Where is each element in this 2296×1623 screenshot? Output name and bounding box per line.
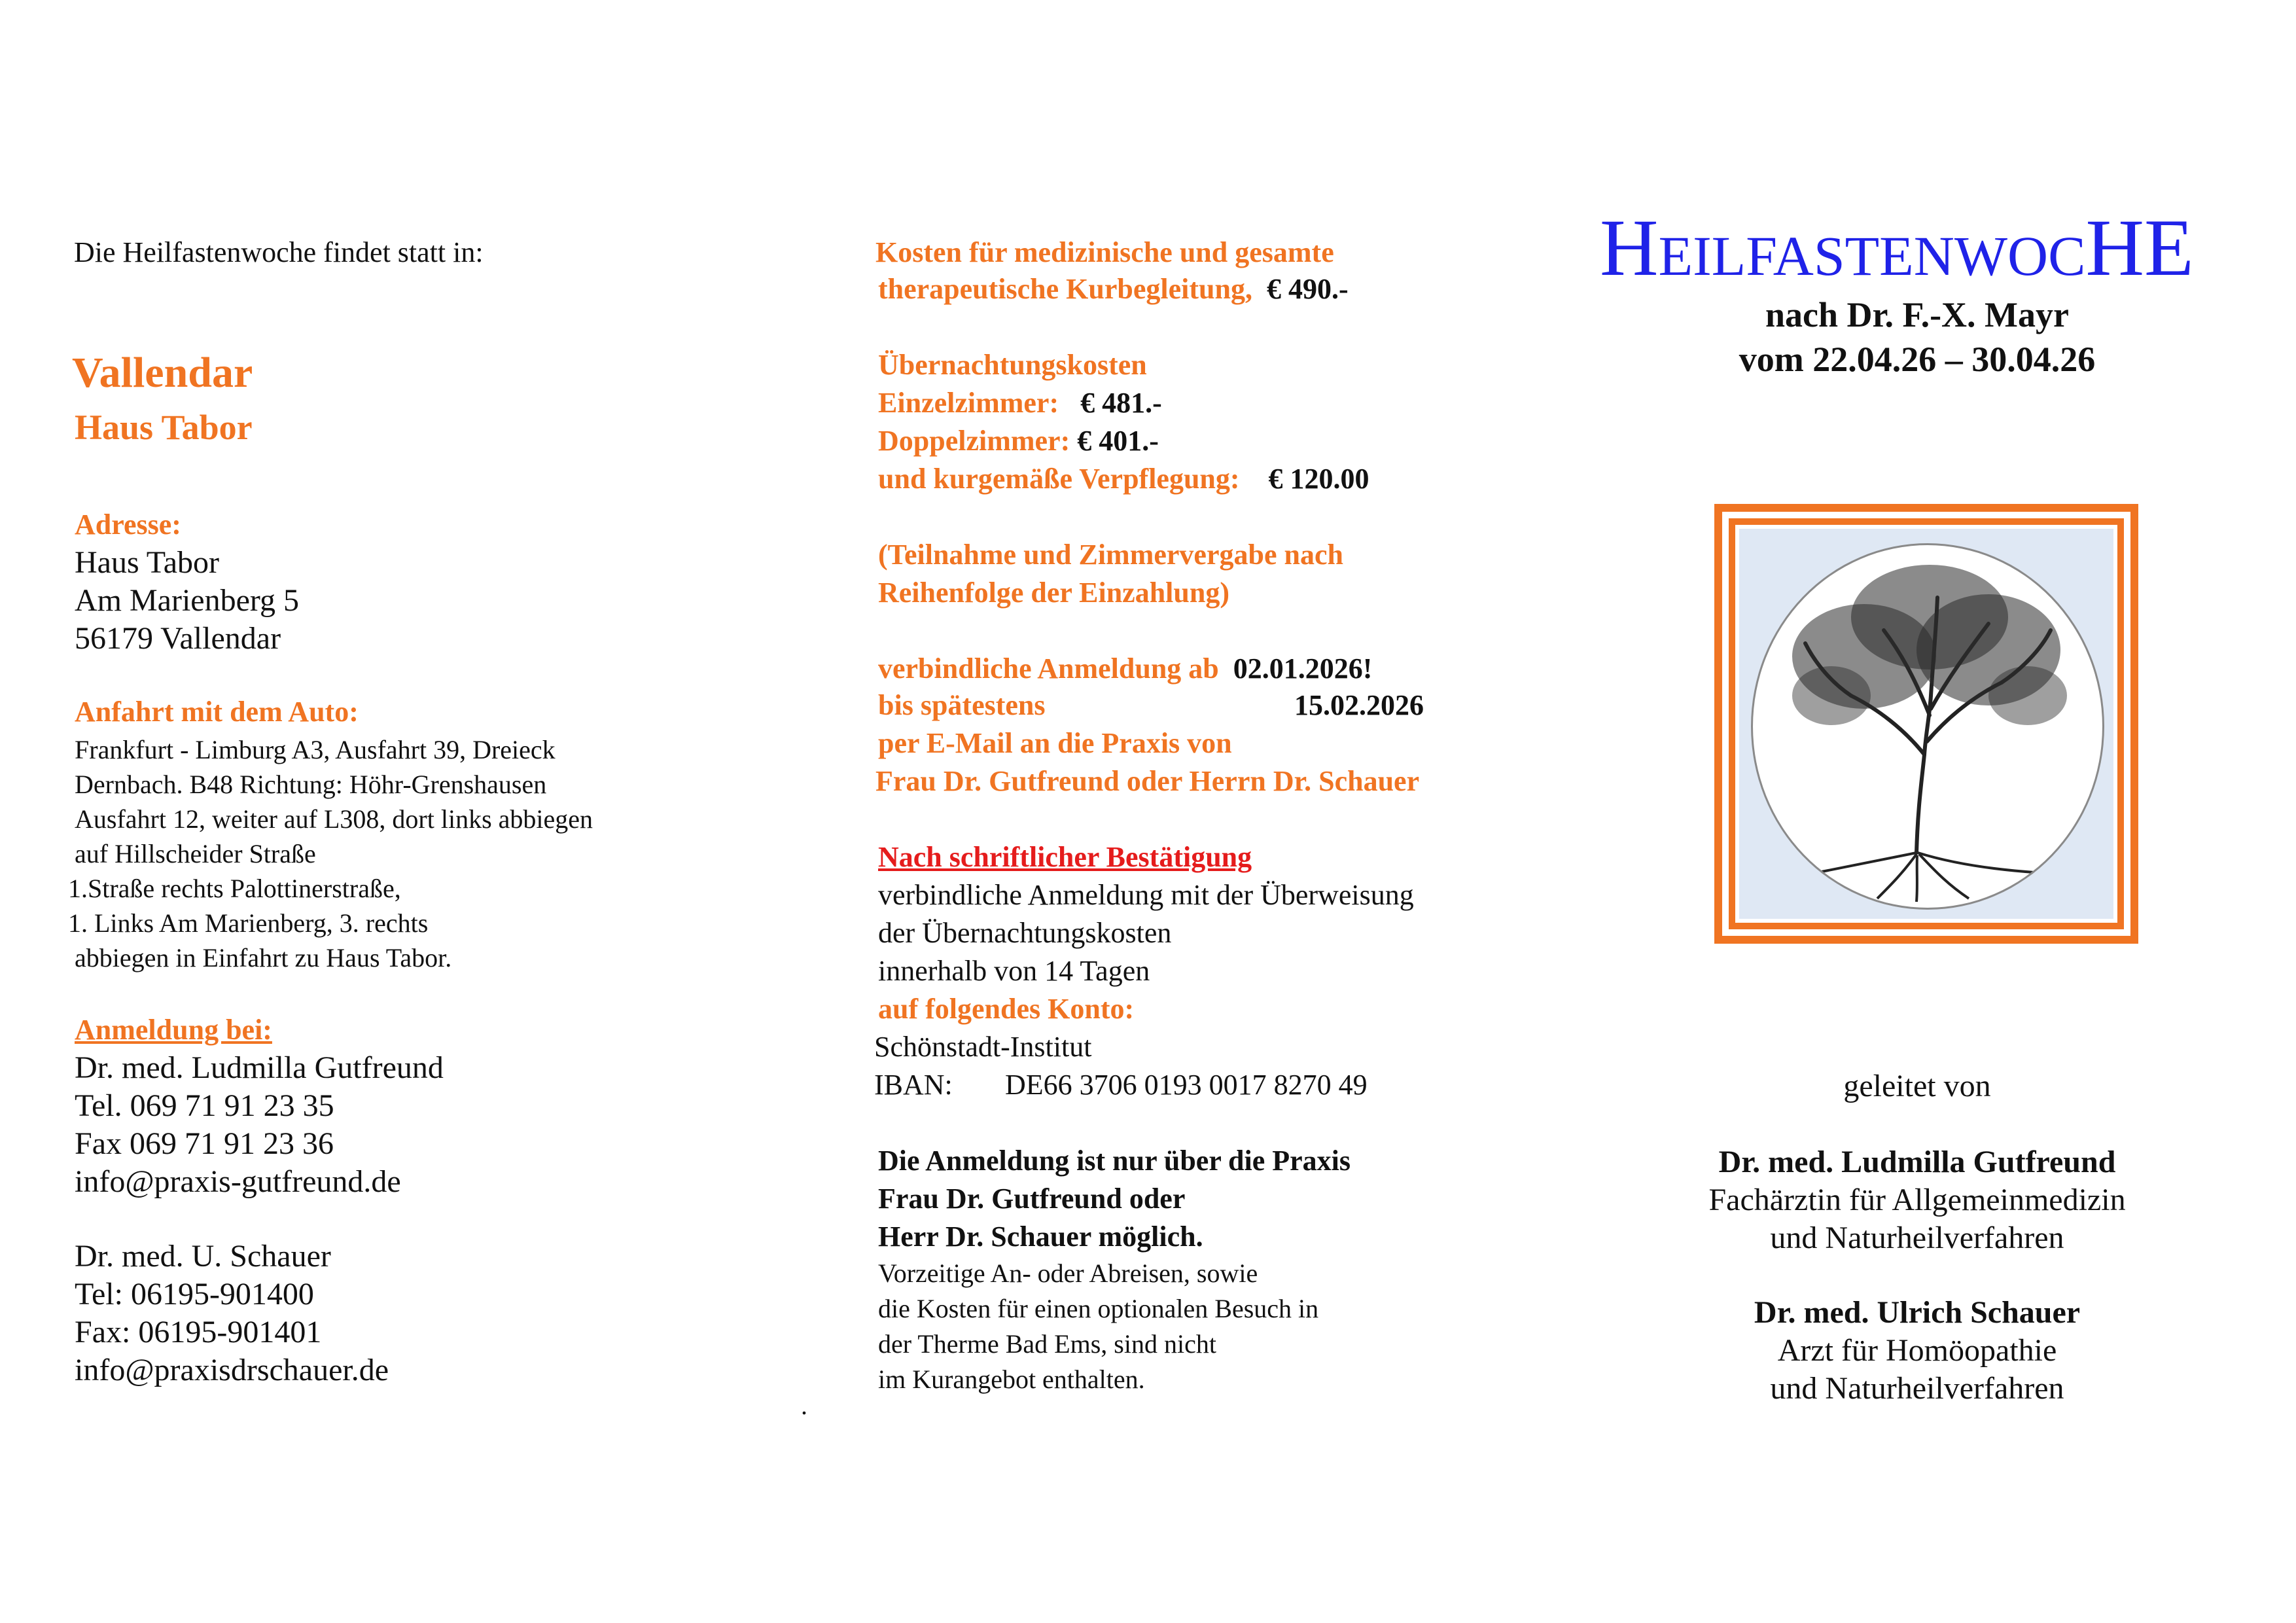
meals-label: und kurgemäße Verpflegung: bbox=[878, 463, 1240, 495]
title-letter: H bbox=[1600, 203, 1659, 293]
only-via-practice-line: Frau Dr. Gutfreund oder bbox=[878, 1183, 1186, 1215]
contact-phone: Tel. 069 71 91 23 35 bbox=[75, 1088, 334, 1123]
meals-price: € 120.00 bbox=[1268, 463, 1369, 495]
reg-from-row bbox=[878, 652, 1372, 685]
led-by-label: geleitet von bbox=[1843, 1069, 1991, 1103]
double-room-price: € 401.- bbox=[1077, 425, 1159, 457]
contact-fax: Fax: 06195-901401 bbox=[75, 1315, 322, 1349]
cost-label: therapeutische Kurbegleitung, bbox=[878, 273, 1252, 305]
doctor-specialty: Fachärztin für Allgemeinmedizin bbox=[1708, 1183, 2126, 1217]
directions-line: auf Hillscheider Straße bbox=[75, 839, 316, 868]
doctor-specialty: und Naturheilverfahren bbox=[1770, 1221, 2064, 1255]
email-line: per E-Mail an die Praxis von bbox=[878, 727, 1232, 759]
subtitle-dates: vom 22.04.26 – 30.04.26 bbox=[1739, 340, 2096, 379]
cost-price: € 490.- bbox=[1266, 273, 1349, 305]
iban-label: IBAN: bbox=[874, 1069, 953, 1101]
title-part: EIL bbox=[1658, 224, 1746, 287]
tree-icon bbox=[1753, 545, 2102, 908]
doctor-name: Dr. med. Ludmilla Gutfreund bbox=[1718, 1145, 2116, 1179]
doctor-specialty: und Naturheilverfahren bbox=[1770, 1371, 2064, 1406]
account-name: Schönstadt-Institut bbox=[874, 1031, 1092, 1063]
directions-line: Frankfurt - Limburg A3, Ausfahrt 39, Dreieck bbox=[75, 735, 556, 764]
excluded-costs-line: der Therme Bad Ems, sind nicht bbox=[878, 1329, 1216, 1359]
directions-line: Ausfahrt 12, weiter auf L308, dort links abbiegen bbox=[75, 804, 593, 834]
double-room-row bbox=[878, 424, 1159, 457]
overnight-heading: Übernachtungskosten bbox=[878, 349, 1147, 381]
reg-from-label: verbindliche Anmeldung ab bbox=[878, 652, 1219, 685]
doctor-specialty: Arzt für Homöopathie bbox=[1777, 1333, 2057, 1368]
single-room-label: Einzelzimmer: bbox=[878, 387, 1059, 419]
directions-line: 1.Straße rechts Palottinerstraße, bbox=[68, 874, 401, 903]
address-line: 56179 Vallendar bbox=[75, 621, 281, 656]
excluded-costs-line: Vorzeitige An- oder Abreisen, sowie bbox=[878, 1258, 1258, 1288]
meals-row bbox=[878, 462, 1369, 495]
page-title bbox=[1600, 202, 2194, 294]
single-room-row bbox=[878, 386, 1162, 419]
tree-picture bbox=[1714, 504, 2138, 944]
confirmation-line: innerhalb von 14 Tagen bbox=[878, 955, 1150, 987]
confirmation-line: verbindliche Anmeldung mit der Überweisung bbox=[878, 879, 1414, 911]
only-via-practice-line: Die Anmeldung ist nur über die Praxis bbox=[878, 1145, 1351, 1177]
directions-line: Dernbach. B48 Richtung: Höhr-Grenshausen bbox=[75, 770, 547, 799]
contact-phone: Tel: 06195-901400 bbox=[75, 1277, 314, 1311]
reg-until-label: bis spätestens bbox=[878, 689, 1046, 721]
directions-line: abbiegen in Einfahrt zu Haus Tabor. bbox=[75, 943, 452, 972]
title-letter: H bbox=[2085, 203, 2145, 293]
excluded-costs-line: im Kurangebot enthalten. bbox=[878, 1364, 1145, 1394]
confirmation-heading: Nach schriftlicher Bestätigung bbox=[878, 841, 1252, 873]
iban-value: DE66 3706 0193 0017 8270 49 bbox=[1005, 1069, 1368, 1101]
single-room-price: € 481.- bbox=[1080, 387, 1162, 419]
cost-line: Kosten für medizinische und gesamte bbox=[875, 236, 1334, 268]
double-room-label: Doppelzimmer: bbox=[878, 425, 1070, 457]
address-line: Haus Tabor bbox=[75, 545, 220, 580]
title-part: ASTENWOC bbox=[1773, 224, 2086, 287]
contact-name: Dr. med. Ludmilla Gutfreund bbox=[75, 1050, 444, 1085]
confirmation-line: der Übernachtungskosten bbox=[878, 917, 1172, 949]
directions-heading: Anfahrt mit dem Auto: bbox=[75, 696, 359, 728]
reg-until-date: 15.02.2026 bbox=[1294, 689, 1424, 721]
account-heading: auf folgendes Konto: bbox=[878, 993, 1135, 1025]
city-heading: Vallendar bbox=[72, 349, 253, 397]
doctor-name: Dr. med. Ulrich Schauer bbox=[1754, 1295, 2081, 1330]
excluded-costs-line: die Kosten für einen optionalen Besuch in bbox=[878, 1294, 1319, 1323]
address-line: Am Marienberg 5 bbox=[75, 583, 300, 618]
reg-from-date: 02.01.2026! bbox=[1233, 652, 1373, 685]
title-letter: E bbox=[2144, 203, 2194, 293]
subtitle-method: nach Dr. F.-X. Mayr bbox=[1765, 295, 2069, 334]
note-line: (Teilnahme und Zimmervergabe nach bbox=[878, 539, 1343, 571]
directions-line: 1. Links Am Marienberg, 3. rechts bbox=[68, 908, 429, 938]
contact-email[interactable]: info@praxisdrschauer.de bbox=[75, 1353, 389, 1387]
contact-fax: Fax 069 71 91 23 36 bbox=[75, 1126, 334, 1161]
cost-line-with-price bbox=[878, 272, 1349, 306]
stray-dot: . bbox=[801, 1391, 807, 1420]
only-via-practice-line: Herr Dr. Schauer möglich. bbox=[878, 1221, 1203, 1253]
address-heading: Adresse: bbox=[75, 508, 181, 541]
intro-text: Die Heilfastenwoche findet statt in: bbox=[74, 236, 484, 268]
contact-email[interactable]: info@praxis-gutfreund.de bbox=[75, 1164, 401, 1199]
contact-name: Dr. med. U. Schauer bbox=[75, 1239, 331, 1274]
venue-heading: Haus Tabor bbox=[75, 408, 253, 447]
note-line: Reihenfolge der Einzahlung) bbox=[878, 577, 1230, 609]
email-line: Frau Dr. Gutfreund oder Herrn Dr. Schauer bbox=[875, 765, 1420, 797]
registration-heading: Anmeldung bei: bbox=[75, 1014, 272, 1046]
title-part: F bbox=[1746, 224, 1773, 287]
